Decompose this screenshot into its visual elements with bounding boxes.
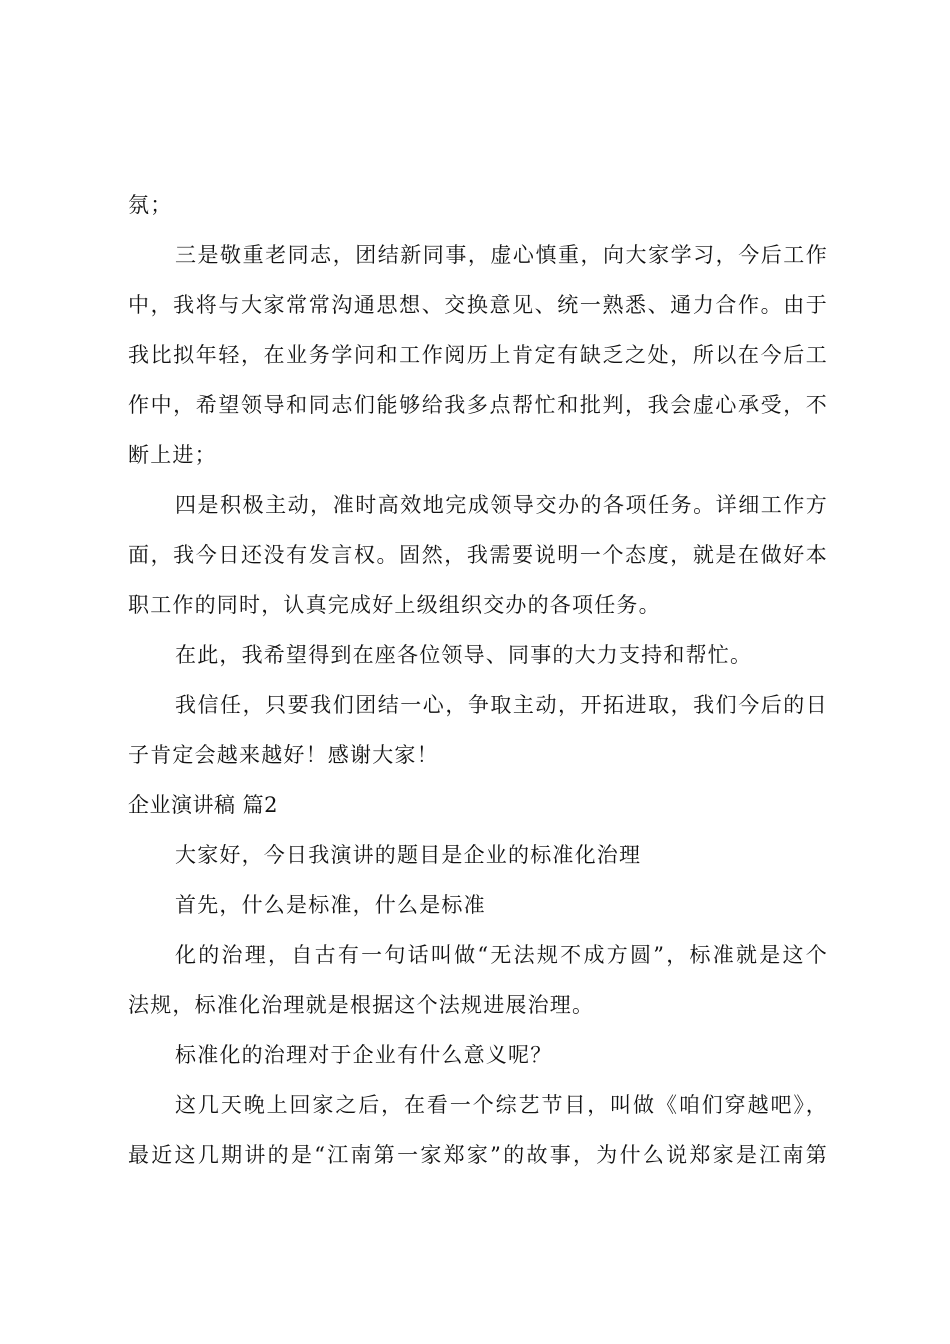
text-line-2: 三是敬重老同志，团结新同事，虚心慎重，向大家学习，今后工作 xyxy=(175,243,828,267)
text-line-17: 法规，标准化治理就是根据这个法规进展治理。 xyxy=(128,993,595,1017)
text-line-6: 断上进； xyxy=(128,443,217,467)
text-line-3: 中，我将与大家常常沟通思想、交换意见、统一熟悉、通力合作。由于 xyxy=(128,293,828,317)
text-line-4: 我比拟年轻，在业务学问和工作阅历上肯定有缺乏之处，所以在今后工 xyxy=(128,343,828,367)
text-line-7: 四是积极主动，准时高效地完成领导交办的各项任务。详细工作方 xyxy=(175,493,828,517)
text-line-18: 标准化的治理对于企业有什么意义呢？ xyxy=(175,1043,553,1067)
text-line-14: 大家好，今日我演讲的题目是企业的标准化治理 xyxy=(175,843,642,867)
text-line-8: 面，我今日还没有发言权。固然，我需要说明一个态度，就是在做好本 xyxy=(128,543,828,567)
text-line-12: 子肯定会越来越好！感谢大家！ xyxy=(128,743,439,767)
text-line-19: 这几天晚上回家之后，在看一个综艺节目，叫做《咱们穿越吧》， xyxy=(175,1093,828,1117)
text-line-9: 职工作的同时，认真完成好上级组织交办的各项任务。 xyxy=(128,593,661,617)
text-line-16: 化的治理，自古有一句话叫做“无法规不成方圆”，标准就是这个 xyxy=(175,943,828,967)
text-line-1: 氛； xyxy=(128,193,173,217)
text-line-20: 最近这几期讲的是“江南第一家郑家”的故事，为什么说郑家是江南第 xyxy=(128,1143,828,1167)
text-line-5: 作中，希望领导和同志们能够给我多点帮忙和批判，我会虚心承受，不 xyxy=(128,393,828,417)
text-line-10: 在此，我希望得到在座各位领导、同事的大力支持和帮忙。 xyxy=(175,643,753,667)
text-line-15: 首先，什么是标准，什么是标准 xyxy=(175,893,486,917)
section-heading: 企业演讲稿 篇2 xyxy=(128,793,279,817)
text-line-11: 我信任，只要我们团结一心，争取主动，开拓进取，我们今后的日 xyxy=(175,693,828,717)
